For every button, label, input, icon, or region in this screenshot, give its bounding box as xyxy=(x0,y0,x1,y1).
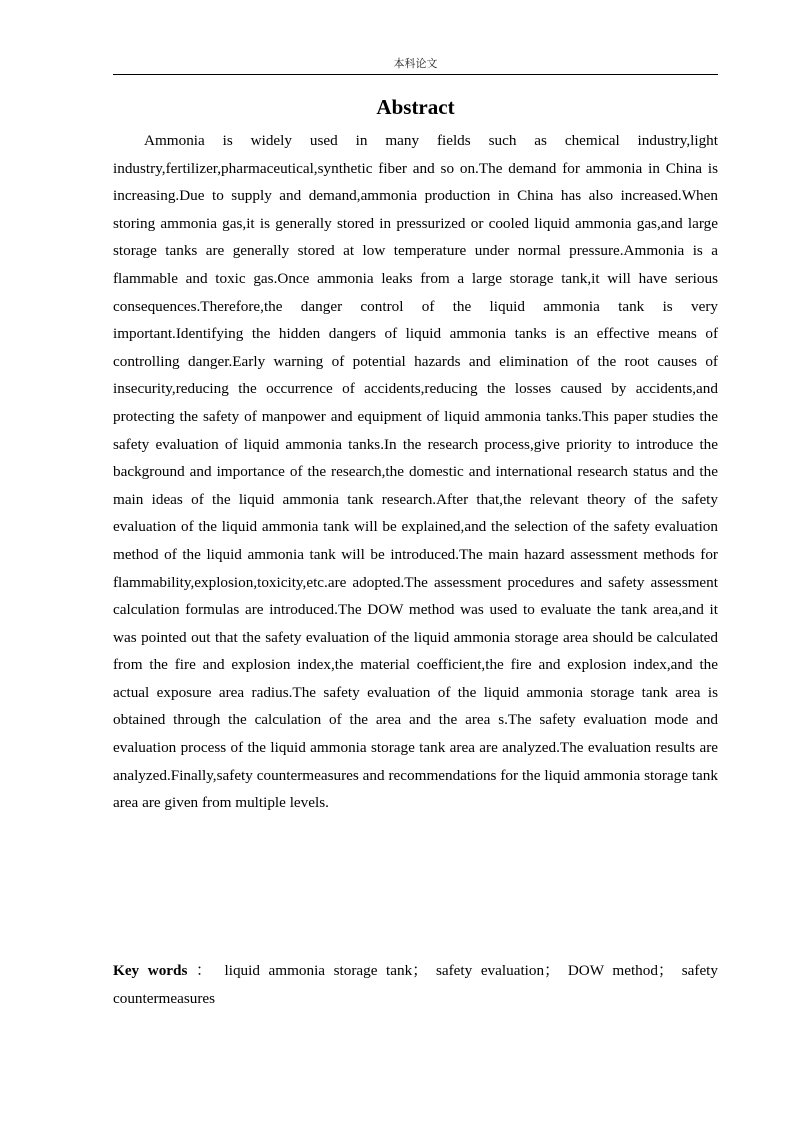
header-rule xyxy=(113,74,718,75)
keywords-label: Key words xyxy=(113,962,188,979)
abstract-body: Ammonia is widely used in many fields such as chemical industry,light industry,fertilizer,pharmaceutical,synthetic fiber and so on.The demand for ammonia in China is increasing.Due to supply and demand,ammonia production in China has also increased.When storing ammonia gas,it is generally stored in pressurized or cooled liquid ammonia gas,and large storage tanks are generally stored at low temperature under normal pressure.Ammonia is a flammable and toxic gas.Once ammonia leaks from a large storage tank,it will have serious consequences.Therefore,the danger control of the liquid ammonia tank is very important.Identifying the hidden dangers of liquid ammonia tanks is an effective means of controlling danger.Early warning of potential hazards and elimination of the root causes of insecurity,reducing the occurrence of accidents,reducing the losses caused by accidents,and protecting the safety of manpower and equipment of liquid ammonia tanks.This paper studies the safety evaluation of liquid ammonia tanks.In the research process,give priority to introduce the background and importance of the research,the domestic and international research status and the main ideas of the liquid ammonia tank research.After that,the relevant theory of the safety evaluation of the liquid ammonia tank will be explained,and the selection of the safety evaluation method of the liquid ammonia tank will be introduced.The main hazard assessment methods for flammability,explosion,toxicity,etc.are adopted.The assessment procedures and safety assessment calculation formulas are introduced.The DOW method was used to evaluate the tank area,and it was pointed out that the safety evaluation of the liquid ammonia storage area should be calculated from the fire and explosion index,the material coefficient,the fire and explosion index,and the actual exposure area radius.The safety evaluation of the liquid ammonia storage tank area is obtained through the calculation of the area and the area s.The safety evaluation mode and evaluation process of the liquid ammonia storage tank area are analyzed.The evaluation results are analyzed.Finally,safety countermeasures and recommendations for the liquid ammonia storage tank area are given from multiple levels. xyxy=(113,132,718,812)
running-header: 本科论文 xyxy=(393,58,438,70)
abstract-title: Abstract xyxy=(376,95,455,119)
keywords-line xyxy=(113,957,718,1013)
keywords-text: liquid ammonia storage tank； safety evaluation； DOW method； safety countermeasures xyxy=(113,962,718,1007)
keywords-separator: ： xyxy=(195,962,216,979)
